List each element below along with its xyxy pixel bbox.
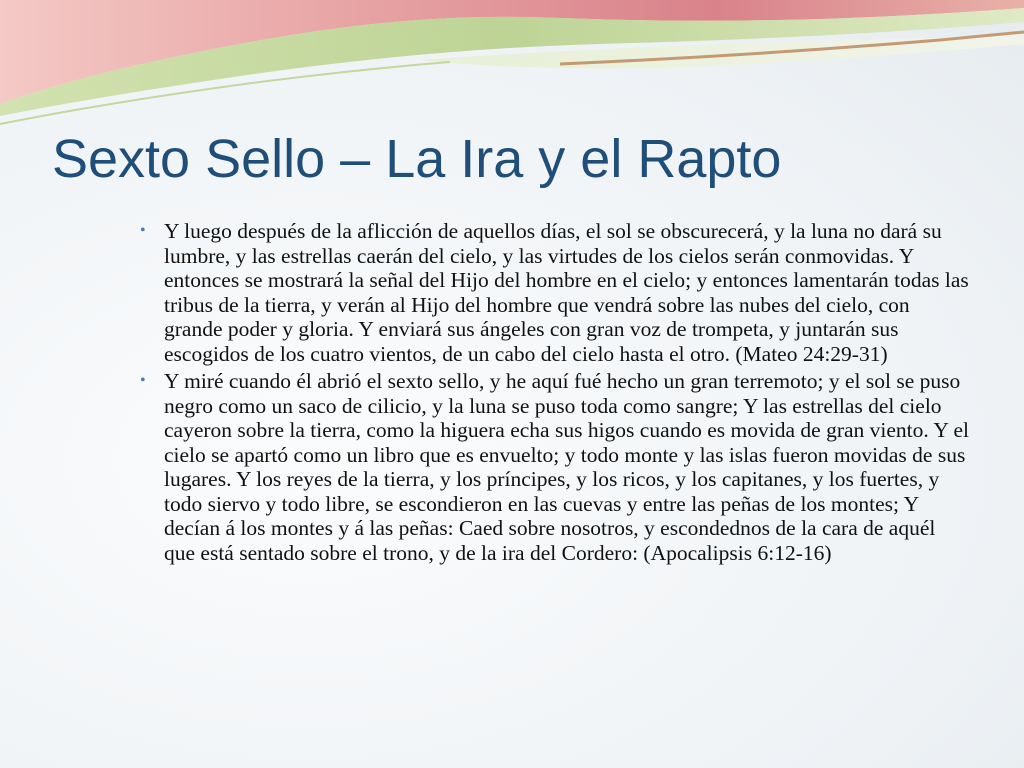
bullet-list — [140, 219, 970, 568]
bullet-text: Y miré cuando él abrió el sexto sello, y he aquí fué hecho un gran terremoto; y el sol se puso negro como un saco de cilicio, y la luna se puso toda como sangre; Y las estrellas del cielo cayeron sobre la tierra, como la higuera echa sus higos cuando es movida de gran viento. Y el cielo se apartó como un libro que es envuelto; y todo monte y las islas fueron movidas de sus lugares. Y los reyes de la tierra, y los príncipes, y los ricos, y los capitanes, y los fuertes, y todo siervo y todo libre, se escondieron en las cuevas y entre las peñas de los montes; Y decían á los montes y á las peñas: Caed sobre nosotros, y escondednos de la cara de aquél que está sentado sobre el trono, y de la ira del Cordero: (Apocalipsis 6:12-16) — [164, 369, 969, 565]
bullet-item — [140, 219, 970, 366]
bullet-text: Y luego después de la aflicción de aquellos días, el sol se obscurecerá, y la luna no dará su lumbre, y las estrellas caerán del cielo, y las virtudes de los cielos serán conmovidas. Y entonces se mostrará la señal del Hijo del hombre en el cielo; y entonces lamentarán todas las tribus de la tierra, y verán al Hijo del hombre que vendrá sobre las nubes del cielo, con grande poder y gloria. Y enviará sus ángeles con gran voz de trompeta, y juntarán sus escogidos de los cuatro vientos, de un cabo del cielo hasta el otro. (Mateo 24:29-31) — [164, 219, 969, 366]
bullet-marker-icon: • — [140, 372, 146, 389]
header-swoosh-decoration — [0, 0, 1024, 130]
bullet-marker-icon: • — [140, 222, 146, 239]
slide-title: Sexto Sello – La Ira y el Rapto — [52, 129, 782, 189]
bullet-item — [140, 369, 970, 565]
